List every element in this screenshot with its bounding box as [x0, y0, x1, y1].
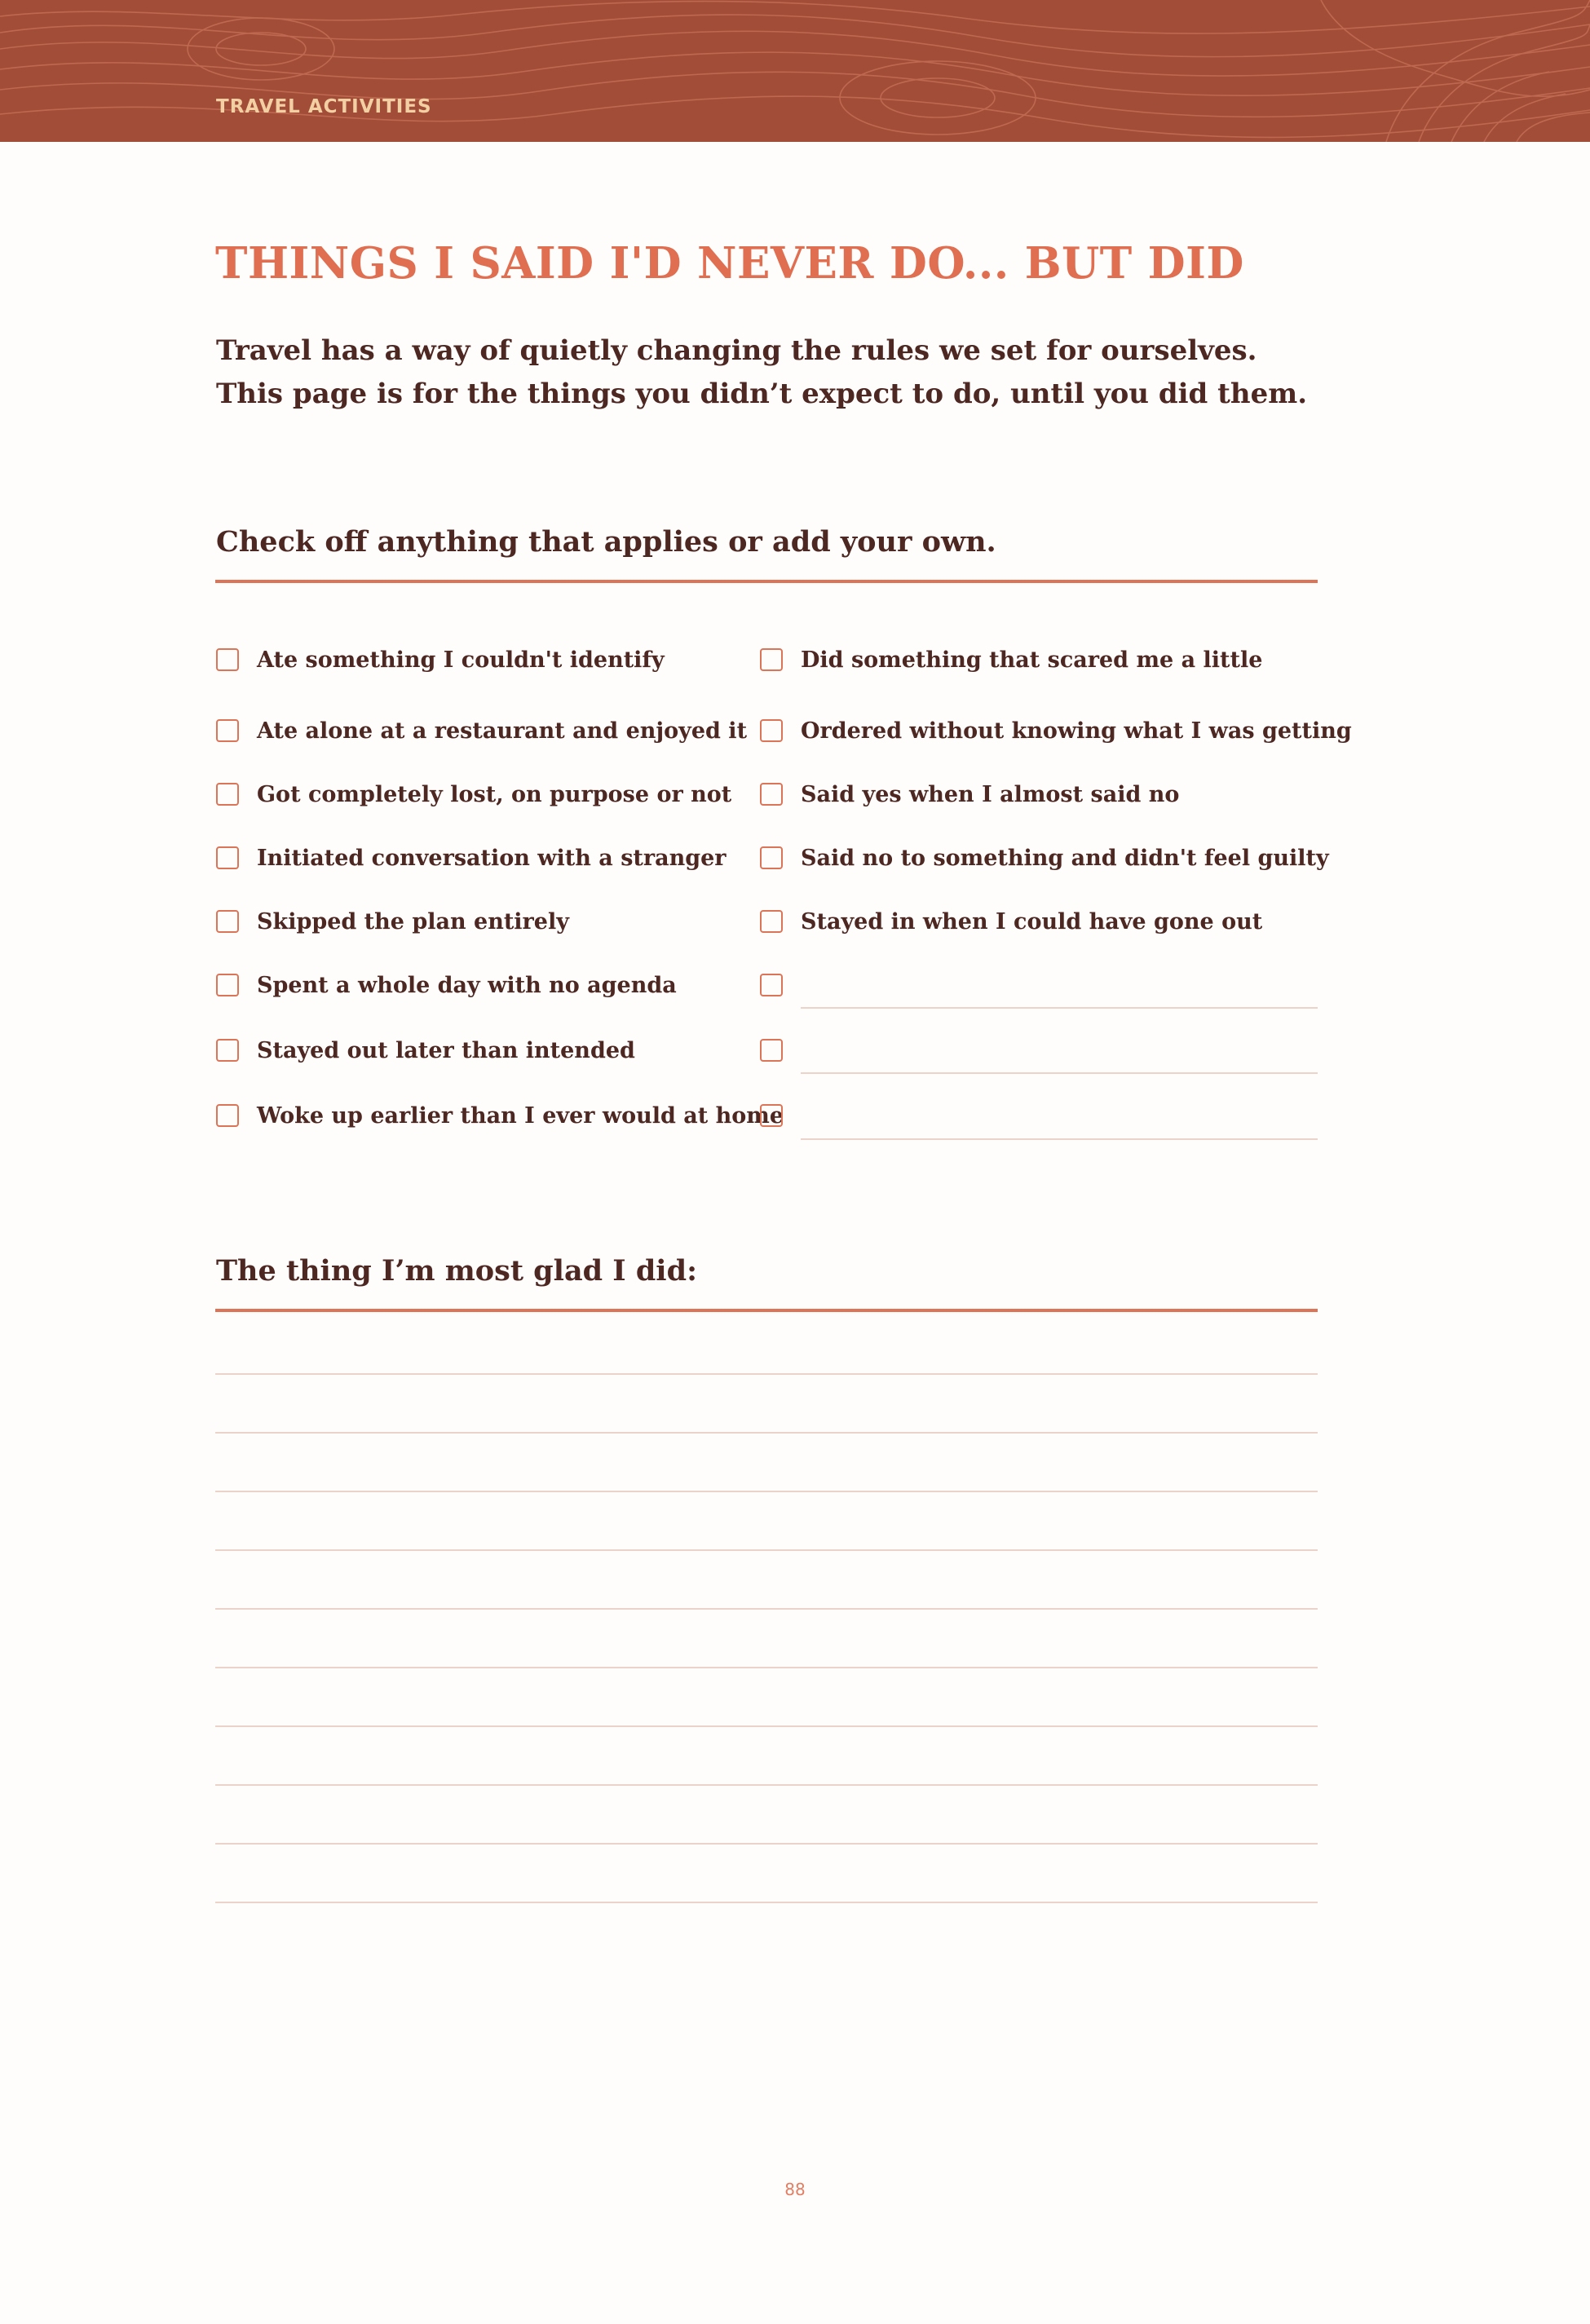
checkbox[interactable] [760, 974, 783, 996]
checkbox[interactable] [216, 910, 239, 933]
writing-line[interactable] [215, 1784, 1318, 1786]
writing-line[interactable] [215, 1608, 1318, 1610]
write-in-line[interactable] [801, 1072, 1318, 1074]
writing-line[interactable] [215, 1725, 1318, 1727]
writing-line[interactable] [215, 1432, 1318, 1434]
check-item[interactable] [760, 842, 1329, 874]
checkbox[interactable] [760, 846, 783, 869]
reflection-heading: The thing I’m most glad I did: [216, 1254, 697, 1288]
check-item[interactable] [760, 778, 1179, 811]
check-label: Spent a whole day with no agenda [257, 972, 677, 998]
check-label: Stayed out later than intended [257, 1037, 635, 1063]
check-item[interactable] [760, 905, 1262, 938]
checklist-heading: Check off anything that applies or add your own. [216, 525, 996, 559]
writing-line[interactable] [215, 1667, 1318, 1668]
checkbox[interactable] [216, 846, 239, 869]
writing-line[interactable] [215, 1902, 1318, 1903]
checkbox[interactable] [760, 910, 783, 933]
check-label: Woke up earlier than I ever would at home [257, 1102, 784, 1129]
page-number: 88 [784, 2180, 806, 2199]
page-title: THINGS I SAID I'D NEVER DO... BUT DID [215, 238, 1244, 289]
check-label: Stayed in when I could have gone out [801, 908, 1263, 934]
intro-line: This page is for the things you didn’t expect to do, until you did them. [216, 378, 1308, 410]
check-item[interactable] [216, 969, 677, 1001]
write-in-item[interactable] [760, 1034, 783, 1067]
intro-text [216, 329, 1439, 416]
section-label: TRAVEL ACTIVITIES [216, 96, 432, 117]
check-item[interactable] [216, 905, 569, 938]
check-label: Skipped the plan entirely [257, 908, 569, 934]
check-label: Said yes when I almost said no [801, 781, 1180, 807]
check-item[interactable] [216, 714, 747, 747]
checkbox[interactable] [760, 719, 783, 742]
header-band [0, 0, 1590, 142]
checkbox[interactable] [216, 719, 239, 742]
write-in-item[interactable] [760, 1099, 783, 1132]
check-item[interactable] [760, 714, 1352, 747]
topographic-pattern-icon [0, 0, 1590, 142]
write-in-line[interactable] [801, 1138, 1318, 1140]
check-item[interactable] [216, 1034, 635, 1067]
checkbox[interactable] [760, 1039, 783, 1062]
writing-line[interactable] [215, 1549, 1318, 1551]
check-item[interactable] [216, 778, 731, 811]
check-item[interactable] [216, 1099, 784, 1132]
reflection-divider [215, 1309, 1318, 1312]
check-label: Initiated conversation with a stranger [257, 845, 727, 871]
write-in-item[interactable] [760, 969, 783, 1001]
checkbox[interactable] [760, 783, 783, 806]
checkbox[interactable] [216, 648, 239, 671]
check-label: Ordered without knowing what I was getting [801, 718, 1352, 744]
checkbox[interactable] [760, 648, 783, 671]
checkbox[interactable] [760, 1104, 783, 1127]
check-item[interactable] [216, 643, 665, 676]
check-label: Did something that scared me a little [801, 647, 1263, 673]
check-label: Got completely lost, on purpose or not [257, 781, 732, 807]
check-item[interactable] [760, 643, 1262, 676]
checkbox[interactable] [216, 1039, 239, 1062]
intro-line: Travel has a way of quietly changing the rules we set for ourselves. [216, 334, 1257, 367]
check-label: Said no to something and didn't feel guilty [801, 845, 1329, 871]
writing-line[interactable] [215, 1843, 1318, 1845]
write-in-line[interactable] [801, 1007, 1318, 1009]
checkbox[interactable] [216, 1104, 239, 1127]
check-item[interactable] [216, 842, 727, 874]
checklist-divider [215, 580, 1318, 583]
writing-line[interactable] [215, 1491, 1318, 1492]
checkbox[interactable] [216, 783, 239, 806]
checkbox[interactable] [216, 974, 239, 996]
writing-line[interactable] [215, 1373, 1318, 1375]
check-label: Ate something I couldn't identify [257, 647, 665, 673]
check-label: Ate alone at a restaurant and enjoyed it [257, 718, 748, 744]
